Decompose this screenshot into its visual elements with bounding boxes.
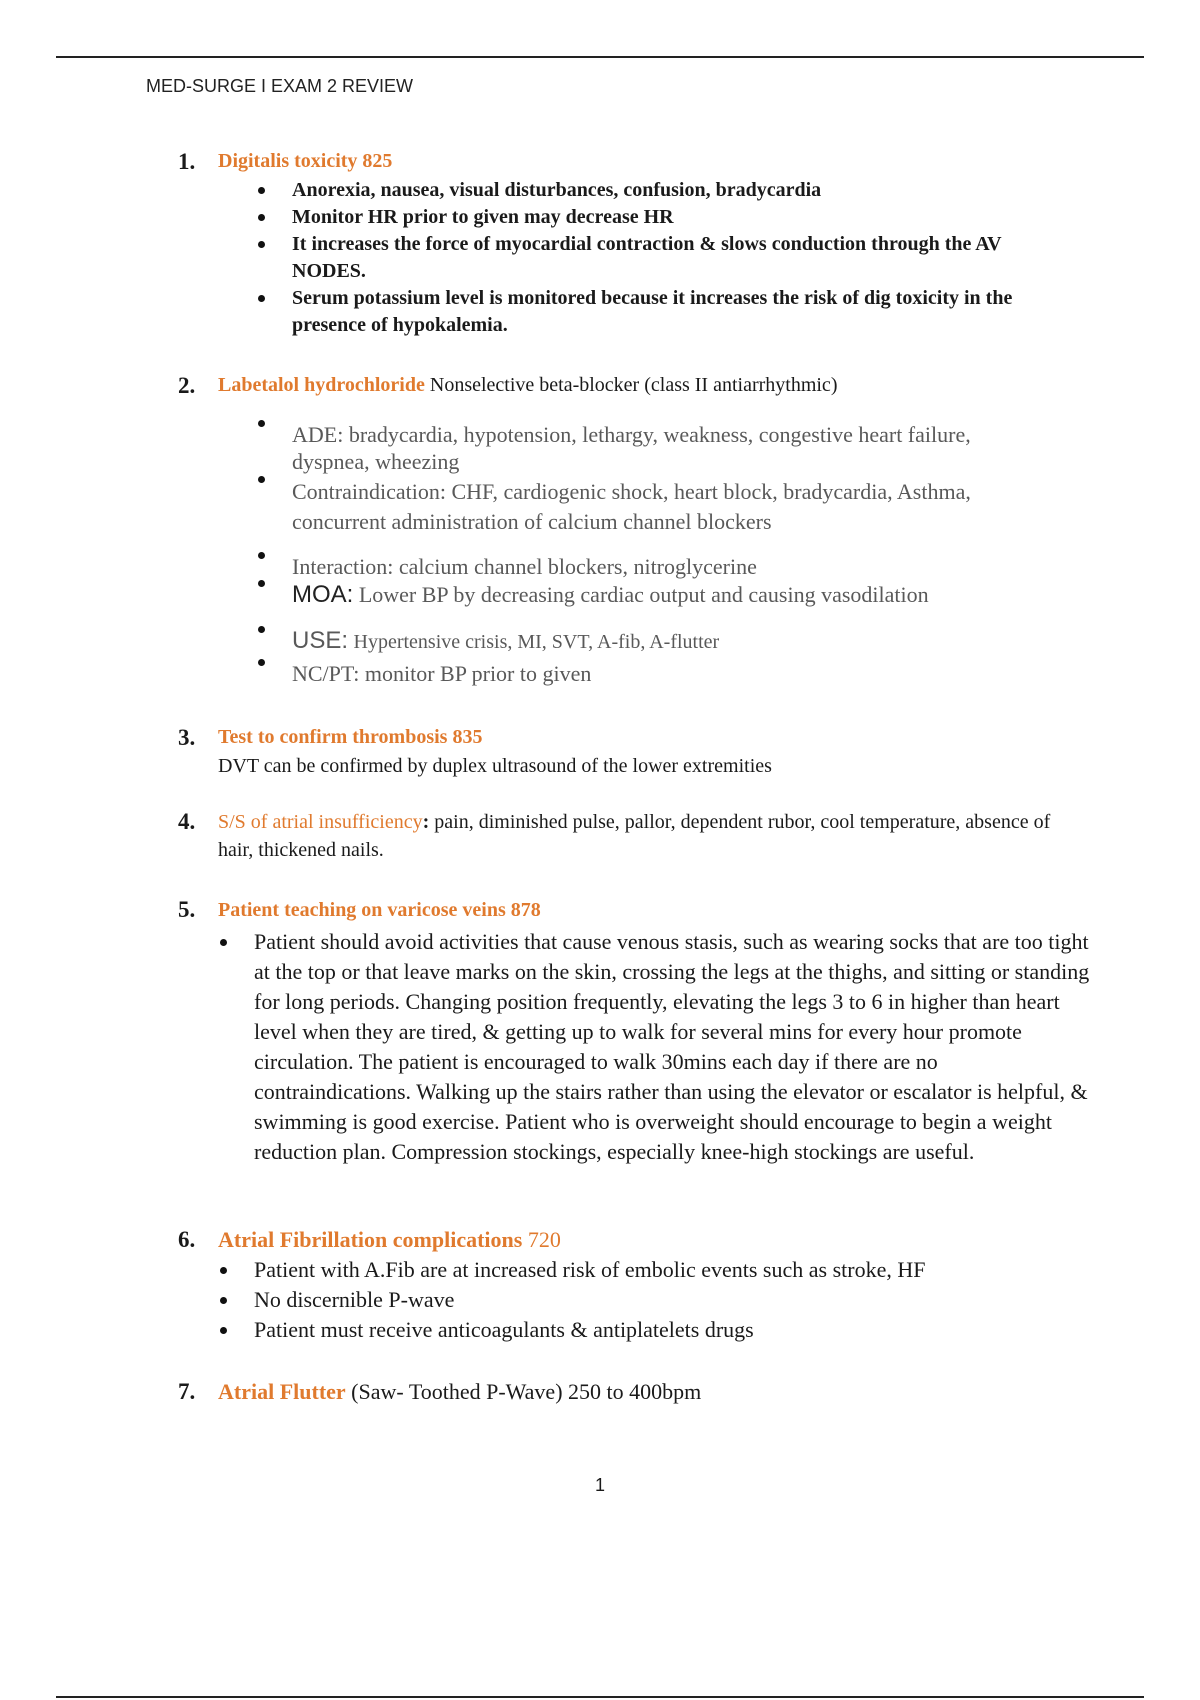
bullet-icon [258, 580, 265, 587]
section-number: 6. [178, 1227, 196, 1252]
section-title: Test to confirm thrombosis 835 [218, 726, 483, 748]
section-heading [218, 372, 1098, 399]
section-aflutter [178, 1377, 1098, 1407]
bullet-icon [258, 241, 265, 248]
section-atrial-insufficiency: 4. S/S of atrial insufficiency: pain, diminished pulse, pallor, dependent rubor, cool temperature, absence of hair, thickened nails. [178, 809, 1051, 861]
section-title: Labetalol hydrochloride [218, 374, 425, 396]
bullet-icon [258, 187, 265, 194]
section-digitalis [178, 148, 1098, 339]
section-number: 7. [178, 1379, 196, 1404]
list-item: No discernible P-wave [254, 1285, 1090, 1315]
footer-rule [56, 1696, 1144, 1698]
list-item: Contraindication: CHF, cardiogenic shock, heart block, bradycardia, Asthma, concurrent administration of calcium channel blockers [292, 477, 1052, 537]
section-title: S/S of atrial insufficiency [218, 811, 423, 833]
section-body: pain, diminished pulse, pallor, dependent rubor, cool temperature, absence of hair, thickened nails. [218, 811, 1051, 861]
bullet-icon [220, 939, 227, 946]
section-title: Atrial Flutter [218, 1379, 346, 1404]
page-header: MED-SURGE I EXAM 2 REVIEW [146, 76, 414, 96]
list-item: Patient should avoid activities that cause venous stasis, such as wearing socks that are too tight at the top or that leave marks on the skin, crossing the legs at the thighs, and sitting or standing for long periods. Changing position frequently, elevating the legs 3 to 6 in higher than heart level when they are tired, & getting up to walk for several mins for every hour promote circulation. The patient is encouraged to walk 30mins each day if there are no contraindications. Walking up the stairs rather than using the elevator or escalator is helpful, & swimming is good exercise. Patient who is overweight should encourage to begin a weight reduction plan. Compression stockings, especially knee-high stockings are useful. [254, 927, 1090, 1167]
bullet-icon [258, 552, 265, 559]
bullet-icon [258, 476, 265, 483]
section-title: Patient teaching on varicose veins 878 [218, 899, 541, 921]
list-item: Patient must receive anticoagulants & antiplatelets drugs [254, 1315, 1090, 1345]
section-body: (Saw- Toothed P-Wave) 250 to 400bpm [351, 1379, 702, 1404]
list-item: It increases the force of myocardial contraction & slows conduction through the AV NODES. [292, 231, 1052, 285]
section-title: Digitalis toxicity 825 [218, 150, 393, 172]
bullet-icon [220, 1327, 227, 1334]
page-ref: 720 [527, 1227, 561, 1252]
list-item: Monitor HR prior to given may decrease HR [292, 204, 1052, 231]
section-thrombosis [178, 723, 1098, 781]
list-item: Serum potassium level is monitored because it increases the risk of dig toxicity in the presence of hypokalemia. [292, 285, 1052, 339]
bullet-icon [220, 1297, 227, 1304]
list-item: ADE: bradycardia, hypotension, lethargy, weakness, congestive heart failure, dyspnea, wheezing [292, 421, 1052, 475]
section-varicose-veins [178, 895, 1098, 1167]
bullet-icon [220, 1267, 227, 1274]
section-number: 3. [178, 725, 196, 750]
list-item: Patient with A.Fib are at increased risk of embolic events such as stroke, HF [254, 1255, 1090, 1285]
page-number: 1 [594, 1475, 605, 1495]
header-rule [56, 56, 1144, 58]
list-item: Interaction: calcium channel blockers, nitroglycerine [292, 553, 1052, 580]
section-afib [178, 1225, 1098, 1345]
bullet-icon [258, 420, 265, 427]
list-item: Anorexia, nausea, visual disturbances, confusion, bradycardia [292, 177, 1052, 204]
section-number: 5. [178, 897, 196, 922]
drug-class: Nonselective beta-blocker (class II antiarrhythmic) [429, 374, 838, 396]
section-body: DVT can be confirmed by duplex ultrasound of the lower extremities [218, 755, 772, 777]
bullet-icon [258, 659, 265, 666]
section-heading [218, 1225, 1098, 1255]
section-labetalol [178, 372, 1098, 687]
bullet-icon [258, 295, 265, 302]
list-item: MOA: Lower BP by decreasing cardiac output and causing vasodilation [292, 581, 1052, 608]
section-number: 2. [178, 373, 196, 398]
bullet-icon [258, 626, 265, 633]
section-number: 4. [178, 809, 196, 834]
bullet-icon [258, 214, 265, 221]
list-item: USE: Hypertensive crisis, MI, SVT, A-fib, A-flutter [292, 627, 1052, 656]
section-number: 1. [178, 149, 196, 174]
list-item: NC/PT: monitor BP prior to given [292, 660, 1052, 687]
section-title: Atrial Fibrillation complications [218, 1227, 523, 1252]
